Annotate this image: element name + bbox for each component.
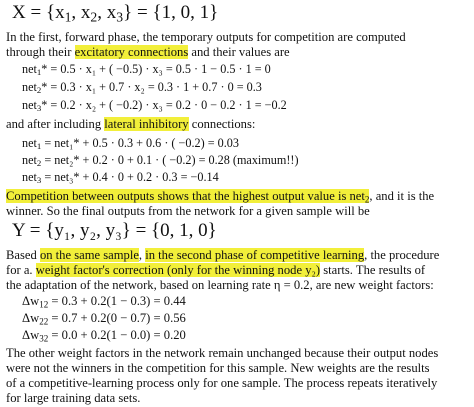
eq-term: net <box>22 136 37 150</box>
eq-term: = 0.7 + 0.2(0 − 0.7) = 0.56 <box>48 311 186 325</box>
eq-x-part: } = {1, 0, 1} <box>123 2 219 23</box>
text-span: connections: <box>188 117 256 131</box>
eq-sub: 12 <box>39 299 49 310</box>
equation-dw12 <box>22 294 474 309</box>
text-span: for a. <box>6 263 36 277</box>
equation-dw32 <box>22 328 474 343</box>
text-span: and after including <box>6 117 105 131</box>
eq-term: net <box>22 98 37 112</box>
eq-term: * = 0.3 · x₁ + 0.7 · x₂ = 0.3 · 1 + 0.7 · 0 = 0.3 <box>41 80 262 94</box>
paragraph-line: winner. So the final outputs from the network for a given sample will be <box>6 204 370 218</box>
equation-y: Y = {y₁, y₂, y₃} = {0, 1, 0} <box>12 220 217 241</box>
equation-net2 <box>22 153 474 168</box>
eq-x-var: X <box>12 2 26 23</box>
eq-term: net <box>22 80 37 94</box>
paragraph-line: of a competitive-learning process only for one sample. The process repeats iteratively <box>6 376 438 390</box>
eq-term: = net₂* + 0.2 · 0 + 0.1 · ( −0.2) = 0.28 (maximum!!) <box>41 153 299 167</box>
paragraph-line <box>6 45 474 60</box>
eq-sub: 22 <box>39 316 49 327</box>
text-span: starts. The results of <box>320 263 426 277</box>
eq-x-sub: 2 <box>90 9 98 25</box>
eq-x-sub: 3 <box>116 9 124 25</box>
eq-term: Δw <box>22 294 40 308</box>
eq-sub: 32 <box>39 333 49 344</box>
highlighted-text <box>6 189 369 203</box>
text-span: , <box>138 248 146 262</box>
highlighted-text: weight factor's correction (only for the winning node y₂) <box>35 263 321 277</box>
eq-x-part: = {x <box>25 2 65 23</box>
paragraph-line: The other weight factors in the network remain unchanged because their output nodes <box>6 346 439 360</box>
equation-net3-star <box>22 98 474 113</box>
paragraph-line <box>6 189 474 204</box>
paragraph-line: the adaptation of the network, based on learning rate η = 0.2, are new weight factors: <box>6 278 434 292</box>
equation-x <box>12 2 474 24</box>
eq-term: net <box>22 153 37 167</box>
eq-sub: 2 <box>364 194 370 205</box>
eq-term: = net₁* + 0.5 · 0.3 + 0.6 · ( −0.2) = 0.03 <box>41 136 239 150</box>
eq-sub: 1 <box>36 141 42 152</box>
eq-term: Δw <box>22 328 40 342</box>
eq-sub: 1 <box>36 67 42 78</box>
highlighted-text: lateral inhibitory <box>104 117 189 131</box>
paragraph-line <box>6 117 474 132</box>
highlighted-text: on the same sample <box>39 248 139 262</box>
paragraph-line: were not the winners in the competition for this sample. New weights are the results <box>6 361 430 375</box>
highlighted-text: in the second phase of competitive learning <box>145 248 365 262</box>
eq-sub: 3 <box>36 175 42 186</box>
text-span: and their values are <box>188 45 290 59</box>
equation-net1 <box>22 136 474 151</box>
equation-net1-star <box>22 62 474 77</box>
eq-term: net <box>22 62 37 76</box>
eq-term: * = 0.2 · x₂ + ( −0.2) · x₃ = 0.2 · 0 − 0.2 · 1 = −0.2 <box>41 98 287 112</box>
paragraph-line: for large training data sets. <box>6 391 141 405</box>
eq-sub: 2 <box>36 85 42 96</box>
paragraph-line: In the first, forward phase, the temporary outputs for competition are computed <box>6 30 406 44</box>
eq-term: net <box>22 170 37 184</box>
eq-x-part: , x <box>71 2 91 23</box>
text-span: , the procedure <box>364 248 440 262</box>
text-span: Based <box>6 248 40 262</box>
eq-sub: 3 <box>36 103 42 114</box>
paragraph-line <box>6 248 474 263</box>
text-span: , and it is the <box>369 189 435 203</box>
text-span: Competition between outputs shows that the highest output value is net <box>6 189 365 203</box>
equation-dw22 <box>22 311 474 326</box>
paragraph-line <box>6 263 474 278</box>
eq-term: = 0.3 + 0.2(1 − 0.3) = 0.44 <box>48 294 186 308</box>
highlighted-text: excitatory connections <box>74 45 189 59</box>
eq-term: Δw <box>22 311 40 325</box>
equation-net3 <box>22 170 474 185</box>
eq-term: = 0.0 + 0.2(1 − 0.0) = 0.20 <box>48 328 186 342</box>
eq-x-part: , x <box>97 2 117 23</box>
text-span: through their <box>6 45 75 59</box>
eq-term: = net₃* + 0.4 · 0 + 0.2 · 0.3 = −0.14 <box>41 170 219 184</box>
eq-sub: 2 <box>36 158 42 169</box>
eq-term: * = 0.5 · x₁ + ( −0.5) · x₃ = 0.5 · 1 − 0.5 · 1 = 0 <box>41 62 271 76</box>
equation-net2-star <box>22 80 474 95</box>
eq-x-sub: 1 <box>64 9 72 25</box>
